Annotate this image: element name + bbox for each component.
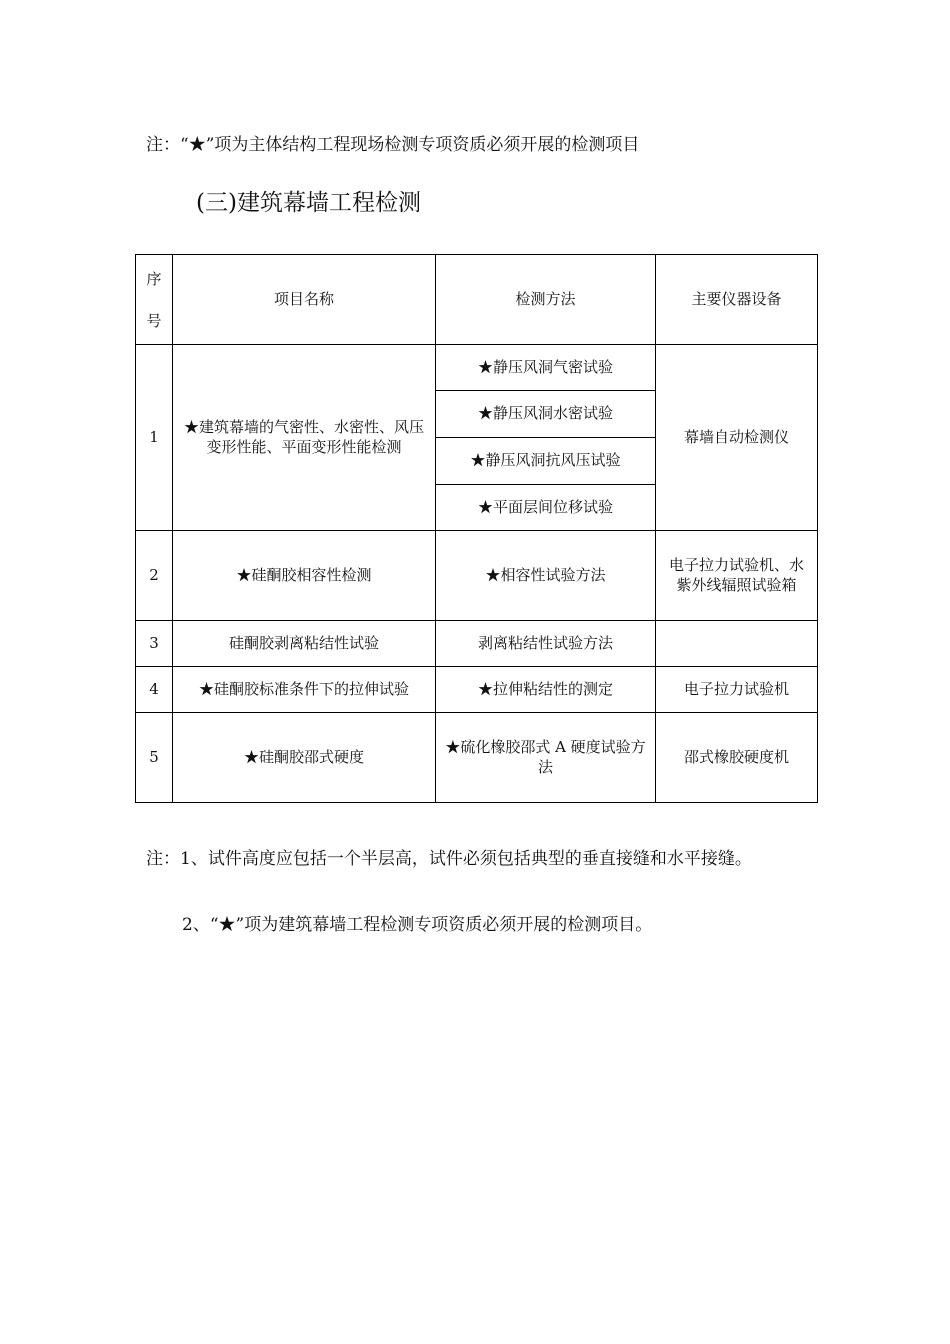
table-row [136, 531, 818, 621]
header-equipment: 主要仪器设备 [656, 255, 818, 345]
row-equipment [656, 621, 818, 667]
table-row [136, 667, 818, 713]
row-seq: 2 [136, 531, 173, 621]
row-name: ★建筑幕墙的气密性、水密性、风压变形性能、平面变形性能检测 [173, 345, 436, 531]
row-method: ★静压风洞水密试验 [436, 391, 656, 438]
testing-items-table [135, 254, 818, 803]
row-method: ★拉伸粘结性的测定 [436, 667, 656, 713]
row-seq: 3 [136, 621, 173, 667]
row-method: ★静压风洞气密试验 [436, 345, 656, 391]
note-bottom-1: 注：1、试件高度应包括一个半层高，试件必须包括典型的垂直接缝和水平接缝。 [146, 849, 752, 869]
header-seq: 序 号 [136, 255, 173, 345]
row-method: ★平面层间位移试验 [436, 485, 656, 531]
table-row [136, 713, 818, 803]
row-name: ★硅酮胶标准条件下的拉伸试验 [173, 667, 436, 713]
row-seq: 4 [136, 667, 173, 713]
row-seq: 5 [136, 713, 173, 803]
section-heading: (三)建筑幕墙工程检测 [196, 190, 421, 216]
note-top: 注：“★”项为主体结构工程现场检测专项资质必须开展的检测项目 [146, 135, 640, 155]
row-seq: 1 [136, 345, 173, 531]
table-row [136, 621, 818, 667]
row-method: ★相容性试验方法 [436, 531, 656, 621]
table-header-row [136, 255, 818, 345]
row-method: 剥离粘结性试验方法 [436, 621, 656, 667]
row-equipment: 幕墙自动检测仪 [656, 345, 818, 531]
row-equipment: 电子拉力试验机、水紫外线辐照试验箱 [656, 531, 818, 621]
note-bottom-2: 2、“★”项为建筑幕墙工程检测专项资质必须开展的检测项目。 [182, 915, 653, 935]
row-method: ★硫化橡胶邵式 A 硬度试验方法 [436, 713, 656, 803]
row-equipment: 邵式橡胶硬度机 [656, 713, 818, 803]
table-row [136, 345, 818, 391]
header-method: 检测方法 [436, 255, 656, 345]
row-name: ★硅酮胶邵式硬度 [173, 713, 436, 803]
row-method: ★静压风洞抗风压试验 [436, 438, 656, 485]
header-name: 项目名称 [173, 255, 436, 345]
row-name: ★硅酮胶相容性检测 [173, 531, 436, 621]
row-equipment: 电子拉力试验机 [656, 667, 818, 713]
row-name: 硅酮胶剥离粘结性试验 [173, 621, 436, 667]
